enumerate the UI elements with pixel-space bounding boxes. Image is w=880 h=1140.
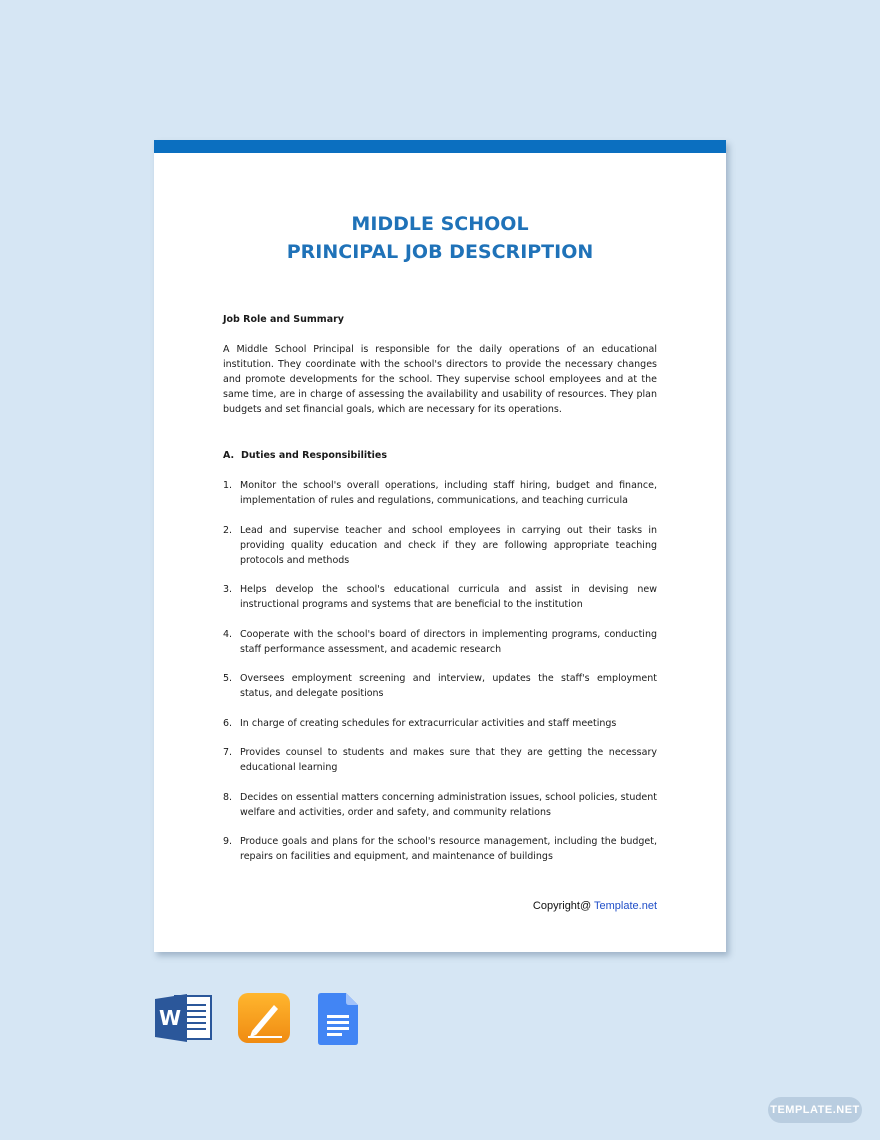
list-item [223, 834, 657, 864]
word-icon-letter: W [158, 1006, 182, 1030]
item-number: 7. [223, 747, 233, 758]
list-item [223, 716, 657, 731]
section-letter: A. [223, 450, 235, 461]
item-number: 9. [223, 836, 233, 847]
list-item [223, 790, 657, 820]
item-number: 2. [223, 524, 233, 536]
item-text: Produce goals and plans for the school's resource management, including the budget, repairs on facilities and equipment, and maintenance of buildings [240, 836, 657, 862]
item-number: 3. [223, 584, 233, 595]
document-page [154, 140, 726, 952]
list-item [223, 745, 657, 775]
item-text: Cooperate with the school's board of directors in implementing programs, conducting staff performance assessment, and academic research [240, 628, 657, 655]
list-item [223, 582, 657, 612]
item-text: Provides counsel to students and makes sure that they are getting the necessary educational learning [240, 747, 657, 773]
section-heading-text: Duties and Responsibilities [241, 450, 388, 461]
item-number: 8. [223, 791, 233, 803]
copyright-notice [533, 900, 657, 912]
list-item [223, 523, 657, 568]
list-item [223, 478, 657, 508]
item-text: Oversees employment screening and interview, updates the staff's employment status, and delegate positions [240, 673, 657, 699]
item-text: Decides on essential matters concerning administration issues, school policies, student welfare and activities, order and safety, and community relations [240, 791, 657, 818]
summary-text: A Middle School Principal is responsible for the daily operations of an educational institution. They coordinate with the school's directors to provide the necessary changes and promote developments for the school. They supervise school employees and at the same time, are in charge of assessing the availability and usability of resources. They plan budgets and set financial goals, which are necessary for its operations. [223, 344, 657, 415]
word-icon[interactable] [155, 993, 213, 1043]
document-title [154, 210, 726, 266]
item-text: Lead and supervise teacher and school employees in carrying out their tasks in providing quality education and check if they are following appropriate teaching protocols and methods [240, 524, 657, 566]
watermark-badge: TEMPLATE.NET [768, 1097, 862, 1123]
item-text: In charge of creating schedules for extracurricular activities and staff meetings [240, 717, 617, 729]
list-item [223, 627, 657, 657]
copyright-link[interactable]: Template.net [594, 900, 657, 912]
item-number: 4. [223, 628, 233, 640]
item-number: 5. [223, 673, 233, 684]
duties-list [223, 478, 657, 864]
pages-icon[interactable] [238, 993, 290, 1045]
summary-heading: Job Role and Summary [223, 314, 344, 325]
section-heading [223, 448, 657, 463]
google-docs-icon[interactable] [318, 993, 358, 1045]
title-line-2: PRINCIPAL JOB DESCRIPTION [286, 241, 594, 263]
item-number: 6. [223, 717, 233, 729]
document-body [223, 312, 657, 879]
item-text: Monitor the school's overall operations, including staff hiring, budget and finance, implementation of rules and regulations, communications, and teaching curricula [240, 480, 657, 506]
document-header-bar [154, 140, 726, 153]
item-text: Helps develop the school's educational curricula and assist in devising new instructional programs and systems that are beneficial to the institution [240, 584, 657, 610]
title-line-1: MIDDLE SCHOOL [351, 213, 529, 235]
item-number: 1. [223, 480, 233, 491]
list-item [223, 671, 657, 701]
copyright-prefix: Copyright@ [532, 900, 595, 912]
